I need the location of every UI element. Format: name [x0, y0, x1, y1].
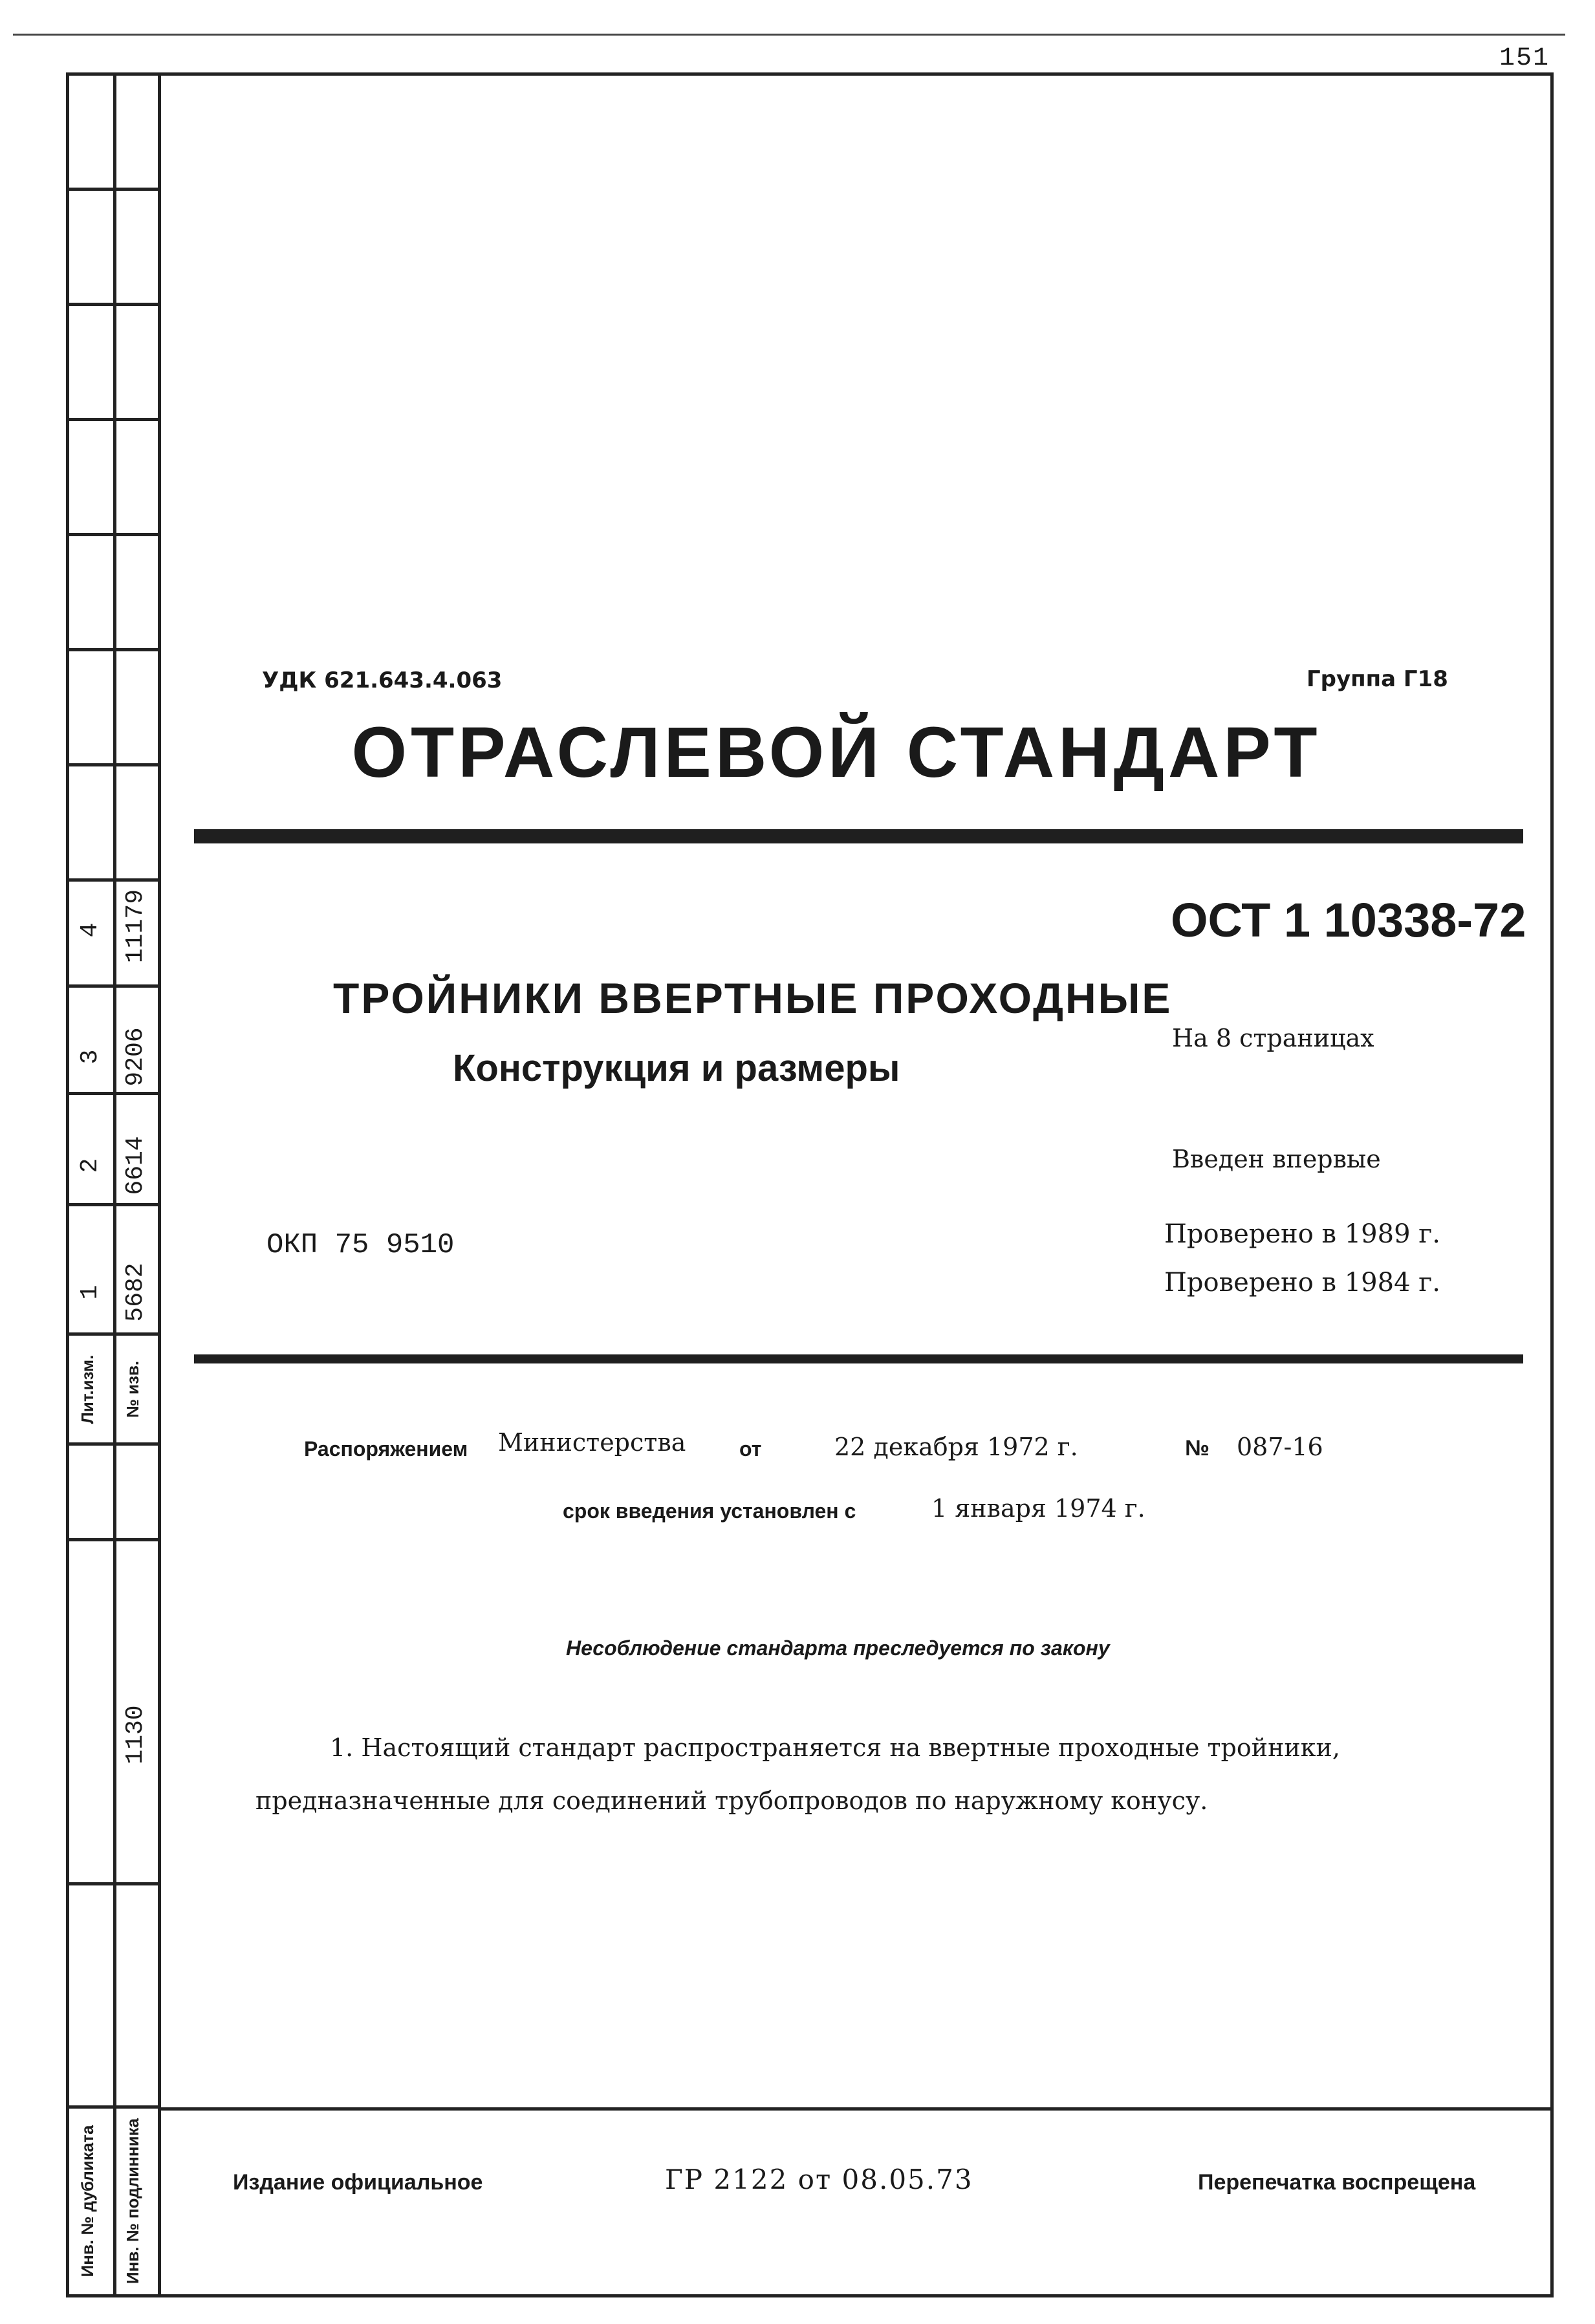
- notice-number: 6614: [122, 1136, 149, 1195]
- footer-edition: Издание официальное: [233, 2170, 483, 2195]
- notice-number: 9206: [122, 1027, 149, 1087]
- footer-rule: [158, 2107, 1554, 2111]
- change-number: 1: [76, 1285, 104, 1300]
- okp-code: ОКП 75 9510: [266, 1229, 455, 1261]
- introduction-note: Введен впервые: [1172, 1145, 1381, 1173]
- change-number: 2: [76, 1158, 104, 1173]
- effective-label: срок введения установлен с: [563, 1499, 856, 1523]
- clause-1-line-1: 1. Настоящий стандарт распространяется на ввертные проходные тройники,: [330, 1733, 1340, 1762]
- top-rule: [13, 34, 1565, 36]
- notice-number: 5682: [122, 1263, 149, 1322]
- sidebar-edge: [158, 72, 161, 2297]
- label-duplicate-inv: Инв. № дубликата: [78, 2125, 97, 2277]
- label-original-inv: Инв. № подлинника: [123, 2118, 142, 2285]
- order-from-label: от: [739, 1437, 762, 1461]
- standard-number: ОСТ 1 10338-72: [1171, 893, 1526, 947]
- classification-group: Группа Г18: [1307, 666, 1448, 692]
- inventory-number: 1130: [122, 1705, 149, 1765]
- document-subtitle: Конструкция и размеры: [453, 1047, 900, 1089]
- check-note-1984: Проверено в 1984 г.: [1164, 1268, 1440, 1298]
- footer-registration: ГР 2122 от 08.05.73: [665, 2164, 973, 2195]
- effective-date: 1 января 1974 г.: [931, 1494, 1145, 1523]
- order-authority: Министерства: [498, 1428, 686, 1457]
- legal-warning: Несоблюдение стандарта преследуется по закону: [566, 1636, 1110, 1660]
- change-number: 4: [76, 922, 104, 938]
- order-label: Распоряжением: [304, 1437, 468, 1461]
- order-number-label: №: [1185, 1436, 1210, 1461]
- clause-1-line-2: предназначенные для соединений трубопроводов по наружному конусу.: [255, 1786, 1208, 1815]
- sidebar-divider: [113, 72, 116, 2297]
- order-date: 22 декабря 1972 г.: [834, 1433, 1078, 1461]
- document-title: ТРОЙНИКИ ВВЕРТНЫЕ ПРОХОДНЫЕ: [333, 974, 1173, 1022]
- page-count: На 8 страницах: [1172, 1024, 1374, 1052]
- info-rule: [194, 1354, 1523, 1363]
- footer-reprint-notice: Перепечатка воспрещена: [1198, 2170, 1476, 2195]
- udk-code: УДК 621.643.4.063: [262, 668, 503, 693]
- label-lit-izm: Лит.изм.: [78, 1354, 97, 1424]
- order-number: 087-16: [1237, 1433, 1323, 1461]
- page-frame: [66, 72, 1554, 2297]
- change-number: 3: [76, 1049, 104, 1065]
- page-title: ОТРАСЛЕВОЙ СТАНДАРТ: [351, 713, 1321, 792]
- heading-rule: [194, 829, 1523, 843]
- check-note-1989: Проверено в 1989 г.: [1164, 1219, 1440, 1249]
- notice-number: 11179: [122, 889, 149, 964]
- page-number: 151: [1499, 44, 1550, 73]
- label-notice: № изв.: [123, 1360, 142, 1418]
